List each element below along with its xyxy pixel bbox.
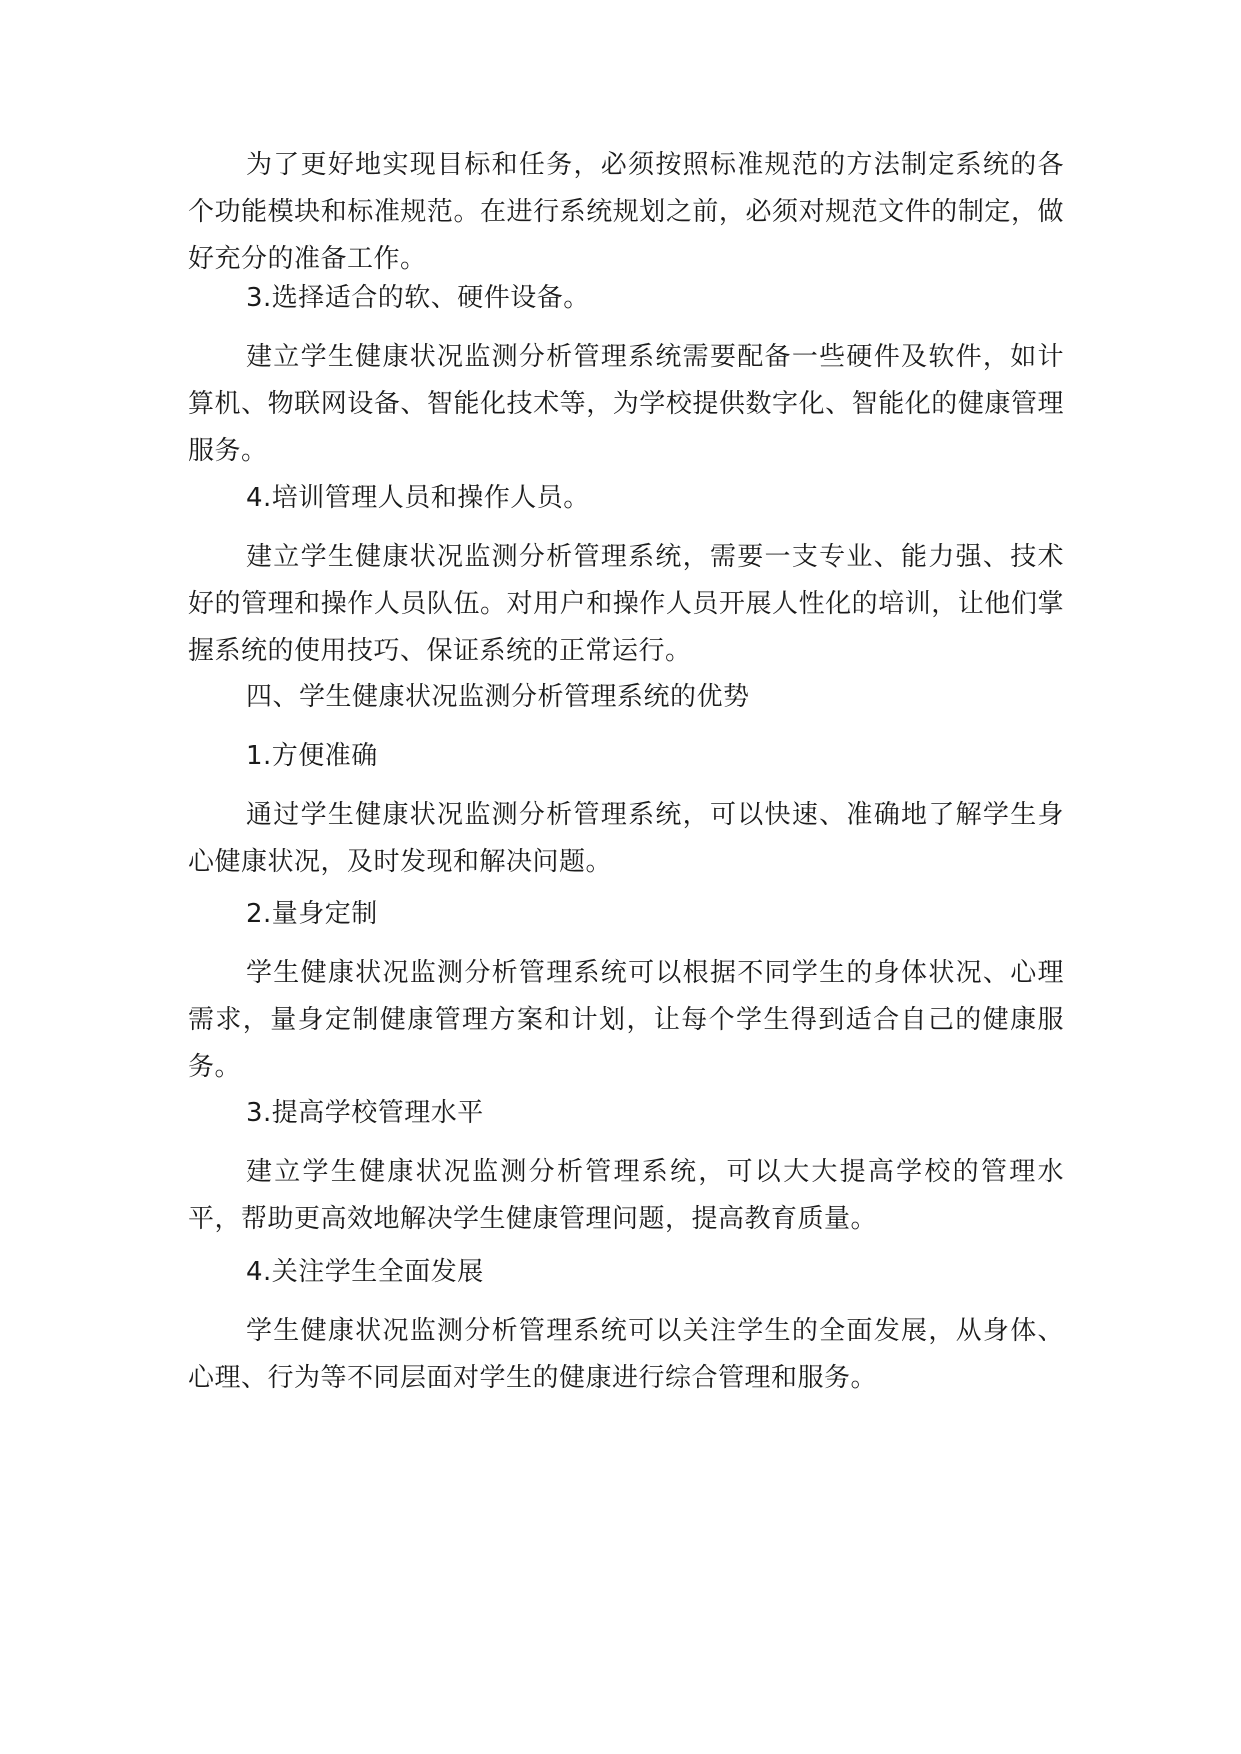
- heading-select-equipment: 3.选择适合的软、硬件设备。: [246, 283, 590, 313]
- paragraph-standards: 为了更好地实现目标和任务，必须按照标准规范的方法制定系统的各个功能模块和标准规范。在进行系统规划之前，必须对规范文件的制定，做好充分的准备工作。: [188, 150, 1064, 274]
- paragraph-convenient-accurate: 通过学生健康状况监测分析管理系统，可以快速、准确地了解学生身心健康状况，及时发现和解决问题。: [188, 800, 1064, 877]
- paragraph-all-round-development: 学生健康状况监测分析管理系统可以关注学生的全面发展，从身体、心理、行为等不同层面对学生的健康进行综合管理和服务。: [188, 1316, 1064, 1393]
- paragraph-management-level: 建立学生健康状况监测分析管理系统，可以大大提高学校的管理水平，帮助更高效地解决学生健康管理问题，提高教育质量。: [188, 1157, 1064, 1234]
- paragraph-training: 建立学生健康状况监测分析管理系统，需要一支专业、能力强、技术好的管理和操作人员队伍。对用户和操作人员开展人性化的培训，让他们掌握系统的使用技巧、保证系统的正常运行。: [188, 542, 1064, 666]
- heading-customized: 2.量身定制: [246, 899, 378, 929]
- heading-training: 4.培训管理人员和操作人员。: [246, 483, 590, 513]
- paragraph-customized: 学生健康状况监测分析管理系统可以根据不同学生的身体状况、心理需求，量身定制健康管理方案和计划，让每个学生得到适合自己的健康服务。: [188, 958, 1064, 1082]
- heading-all-round-development: 4.关注学生全面发展: [246, 1257, 484, 1287]
- heading-convenient-accurate: 1.方便准确: [246, 741, 378, 771]
- paragraph-equipment: 建立学生健康状况监测分析管理系统需要配备一些硬件及软件，如计算机、物联网设备、智能化技术等，为学校提供数字化、智能化的健康管理服务。: [188, 342, 1064, 466]
- heading-section-advantages: 四、学生健康状况监测分析管理系统的优势: [246, 682, 750, 712]
- heading-management-level: 3.提高学校管理水平: [246, 1098, 484, 1128]
